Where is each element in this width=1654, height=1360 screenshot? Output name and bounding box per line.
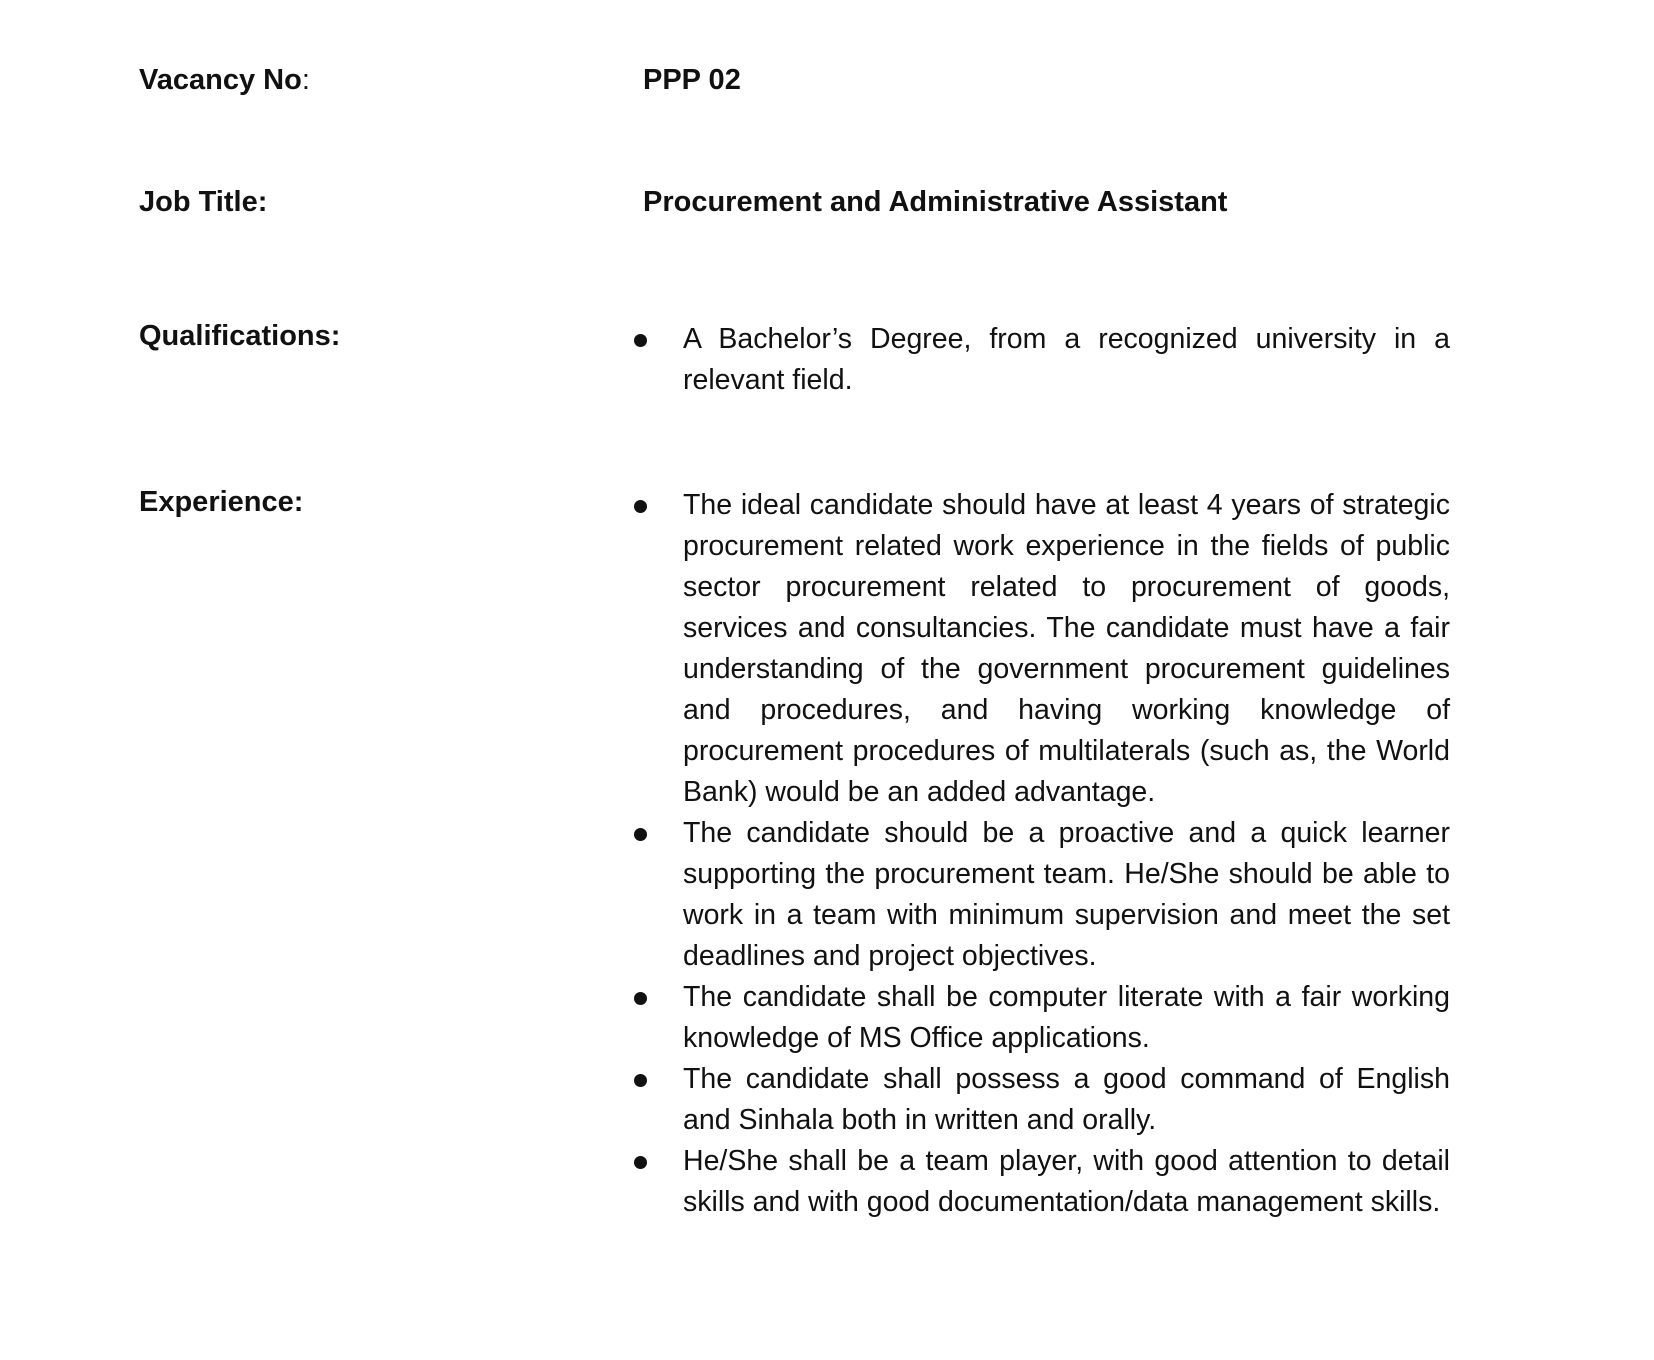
- job-title-label: Job Title:: [139, 186, 268, 218]
- vacancy-no-value: PPP 02: [643, 64, 741, 96]
- qualifications-list: [620, 319, 1450, 401]
- experience-label: Experience:: [139, 486, 304, 518]
- bullet-icon: [634, 828, 647, 841]
- experience-text: The candidate shall be computer literate with a fair working knowledge of MS Office applications.: [683, 981, 1450, 1054]
- vacancy-no-label-text: Vacancy No: [139, 64, 302, 96]
- vacancy-no-colon: :: [301, 64, 310, 96]
- list-item: [620, 977, 1450, 1059]
- experience-list: [620, 485, 1450, 1223]
- experience-text: The ideal candidate should have at least 4 years of strategic procurement related work experience in the fields of public sector procurement related to procurement of goods, services and consultancies. The candidate must have a fair understanding of the government procurement guidelines and procedures, and having working knowledge of procurement procedures of multilaterals (such as, the World Bank) would be an added advantage.: [683, 489, 1450, 808]
- bullet-icon: [634, 1156, 647, 1169]
- bullet-icon: [634, 500, 647, 513]
- list-item: [620, 813, 1450, 977]
- list-item: [620, 485, 1450, 813]
- qualifications-label: Qualifications:: [139, 320, 341, 352]
- experience-text: The candidate shall possess a good command of English and Sinhala both in written and orally.: [683, 1063, 1450, 1136]
- bullet-icon: [634, 334, 647, 347]
- job-title-value: Procurement and Administrative Assistant: [643, 186, 1228, 218]
- experience-text: He/She shall be a team player, with good attention to detail skills and with good documentation/data management skills.: [683, 1145, 1450, 1218]
- experience-text: The candidate should be a proactive and a quick learner supporting the procurement team. He/She should be able to work in a team with minimum supervision and meet the set deadlines and project objectives.: [683, 817, 1450, 972]
- list-item: [620, 1141, 1450, 1223]
- list-item: [620, 1059, 1450, 1141]
- vacancy-no-label: [139, 60, 310, 100]
- bullet-icon: [634, 1074, 647, 1087]
- qualification-text: A Bachelor’s Degree, from a recognized university in a relevant field.: [683, 323, 1450, 396]
- bullet-icon: [634, 992, 647, 1005]
- list-item: [620, 319, 1450, 401]
